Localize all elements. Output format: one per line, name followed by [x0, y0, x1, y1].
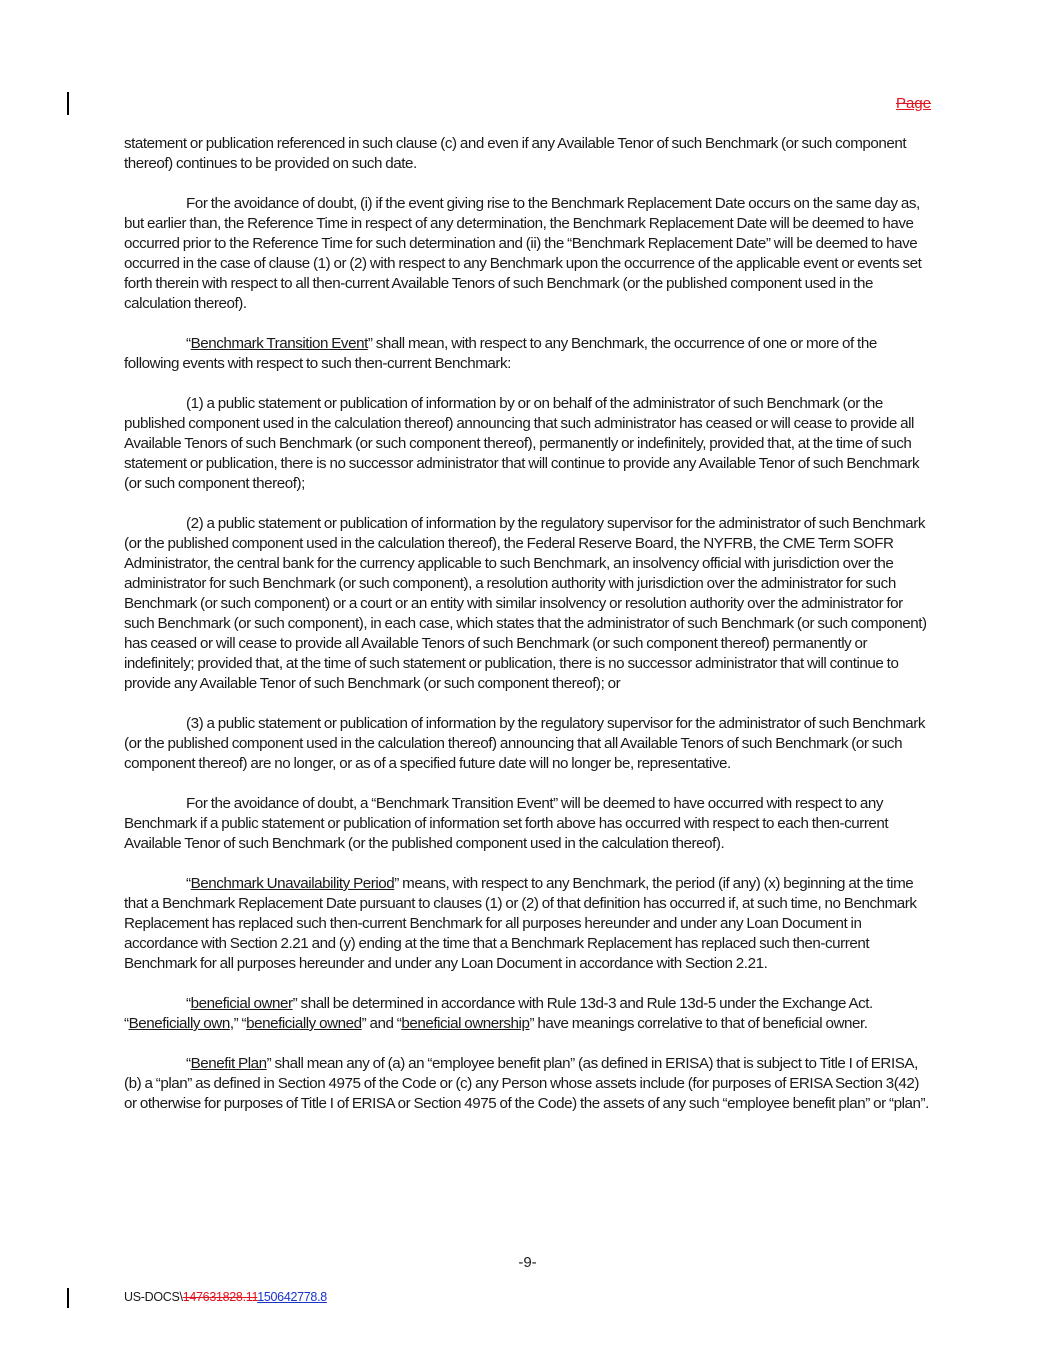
defined-term: Benefit Plan	[190, 1055, 267, 1072]
change-bar	[67, 1288, 69, 1308]
page-number: -9-	[518, 1254, 537, 1271]
clause-2: (2) a public statement or publication of information by the regulatory supervisor for the administrator of such Benchmark (or the published component used in the calculation thereof), the Federal Reserve Board, the NYFRB, the CME Term SOFR Administrator, the central bank for the currency applicable to such Benchmark, an insolvency official with jurisdiction over the administrator for such Benchmark (or such component), a resolution authority with jurisdiction over the administrator for such Benchmark (or such component) or a court or an entity with similar insolvency or resolution authority over the administrator for such Benchmark (or such component), in each case, which states that the administrator of such Benchmark (or such component) has ceased or will cease to provide all Available Tenors of such Benchmark (or such component thereof) permanently or indefinitely; provided that, at the time of such statement or publication, there is no successor administrator that will continue to provide any Available Tenor of such Benchmark (or such component thereof); or	[124, 515, 927, 692]
definition-benchmark-transition-event: “Benchmark Transition Event” shall mean, with respect to any Benchmark, the occurrence of one or more of the following events with respect to such then-current Benchmark:	[124, 335, 877, 372]
paragraph-continuation: statement or publication referenced in such clause (c) and even if any Available Tenor of such Benchmark (or such component thereof) continues to be provided on such date.	[124, 135, 907, 172]
paragraph-avoidance-of-doubt-transition-event: For the avoidance of doubt, a “Benchmark Transition Event” will be deemed to have occurred with respect to any Benchmark if a public statement or publication of information set forth above has occurred with respect to each then-current Available Tenor of such Benchmark (or the published component used in the calculation thereof).	[124, 795, 889, 852]
definition-benchmark-unavailability-period: “Benchmark Unavailability Period” means, with respect to any Benchmark, the period (if any) (x) beginning at the time that a Benchmark Replacement Date pursuant to clauses (1) or (2) of that definition has occurred if, at such time, no Benchmark Replacement has replaced such then-current Benchmark for all purposes hereunder and under any Loan Document in accordance with Section 2.21 and (y) ending at the time that a Benchmark Replacement has replaced such then-current Benchmark for all purposes hereunder and under any Loan Document in accordance with Section 2.21.	[124, 875, 917, 972]
clause-1: (1) a public statement or publication of information by or on behalf of the administrator of such Benchmark (or the published component used in the calculation thereof) announcing that such administrator has ceased or will cease to provide all Available Tenors of such Benchmark (or such component thereof), permanently or indefinitely, provided that, at the time of such statement or publication, there is no successor administrator that will continue to provide any Available Tenor of such Benchmark (or such component thereof);	[124, 395, 920, 492]
defined-term: Beneficially own	[128, 1015, 230, 1032]
defined-term: Benchmark Transition Event	[190, 335, 368, 352]
deleted-doc-id: 147631828.11	[182, 1290, 258, 1304]
defined-term: Benchmark Unavailability Period	[190, 875, 395, 892]
document-id-footer: US-DOCS\147631828.11150642778.8	[124, 1290, 327, 1304]
paragraph-avoidance-of-doubt-replacement-date: For the avoidance of doubt, (i) if the event giving rise to the Benchmark Replacement Date occurs on the same day as, but earlier than, the Reference Time in respect of any determination, the Benchmark Replacement Date will be deemed to have occurred prior to the Reference Time for such determination and (ii) the “Benchmark Replacement Date” will be deemed to have occurred in the case of clause (1) or (2) with respect to any Benchmark upon the occurrence of the applicable event or events set forth therein with respect to all then-current Available Tenors of such Benchmark (or the published component used in the calculation thereof).	[124, 195, 922, 312]
change-bar	[67, 92, 69, 115]
defined-term: beneficial ownership	[401, 1015, 530, 1032]
definition-benefit-plan: “Benefit Plan” shall mean any of (a) an “employee benefit plan” (as defined in ERISA) that is subject to Title I of ERISA, (b) a “plan” as defined in Section 4975 of the Code or (c) any Person whose assets include (for purposes of ERISA Section 3(42) or otherwise for purposes of Title I of ERISA or Section 4975 of the Code) the assets of any such “employee benefit plan” or “plan”.	[124, 1055, 929, 1112]
clause-3: (3) a public statement or publication of information by the regulatory supervisor for the administrator of such Benchmark (or the published component used in the calculation thereof) announcing that all Available Tenors of such Benchmark (or such component thereof) are no longer, or as of a specified future date will no longer be, representative.	[124, 715, 925, 772]
document-body	[124, 134, 934, 1134]
header-page-label: Page	[896, 95, 932, 112]
defined-term: beneficial owner	[190, 995, 293, 1012]
inserted-doc-id: 150642778.8	[257, 1290, 327, 1304]
definition-beneficial-owner: “beneficial owner” shall be determined in accordance with Rule 13d-3 and Rule 13d-5 under the Exchange Act. “Beneficially own,” “beneficially owned” and “beneficial ownership” have meanings correlative to that of beneficial owner.	[124, 995, 873, 1032]
defined-term: beneficially owned	[246, 1015, 362, 1032]
